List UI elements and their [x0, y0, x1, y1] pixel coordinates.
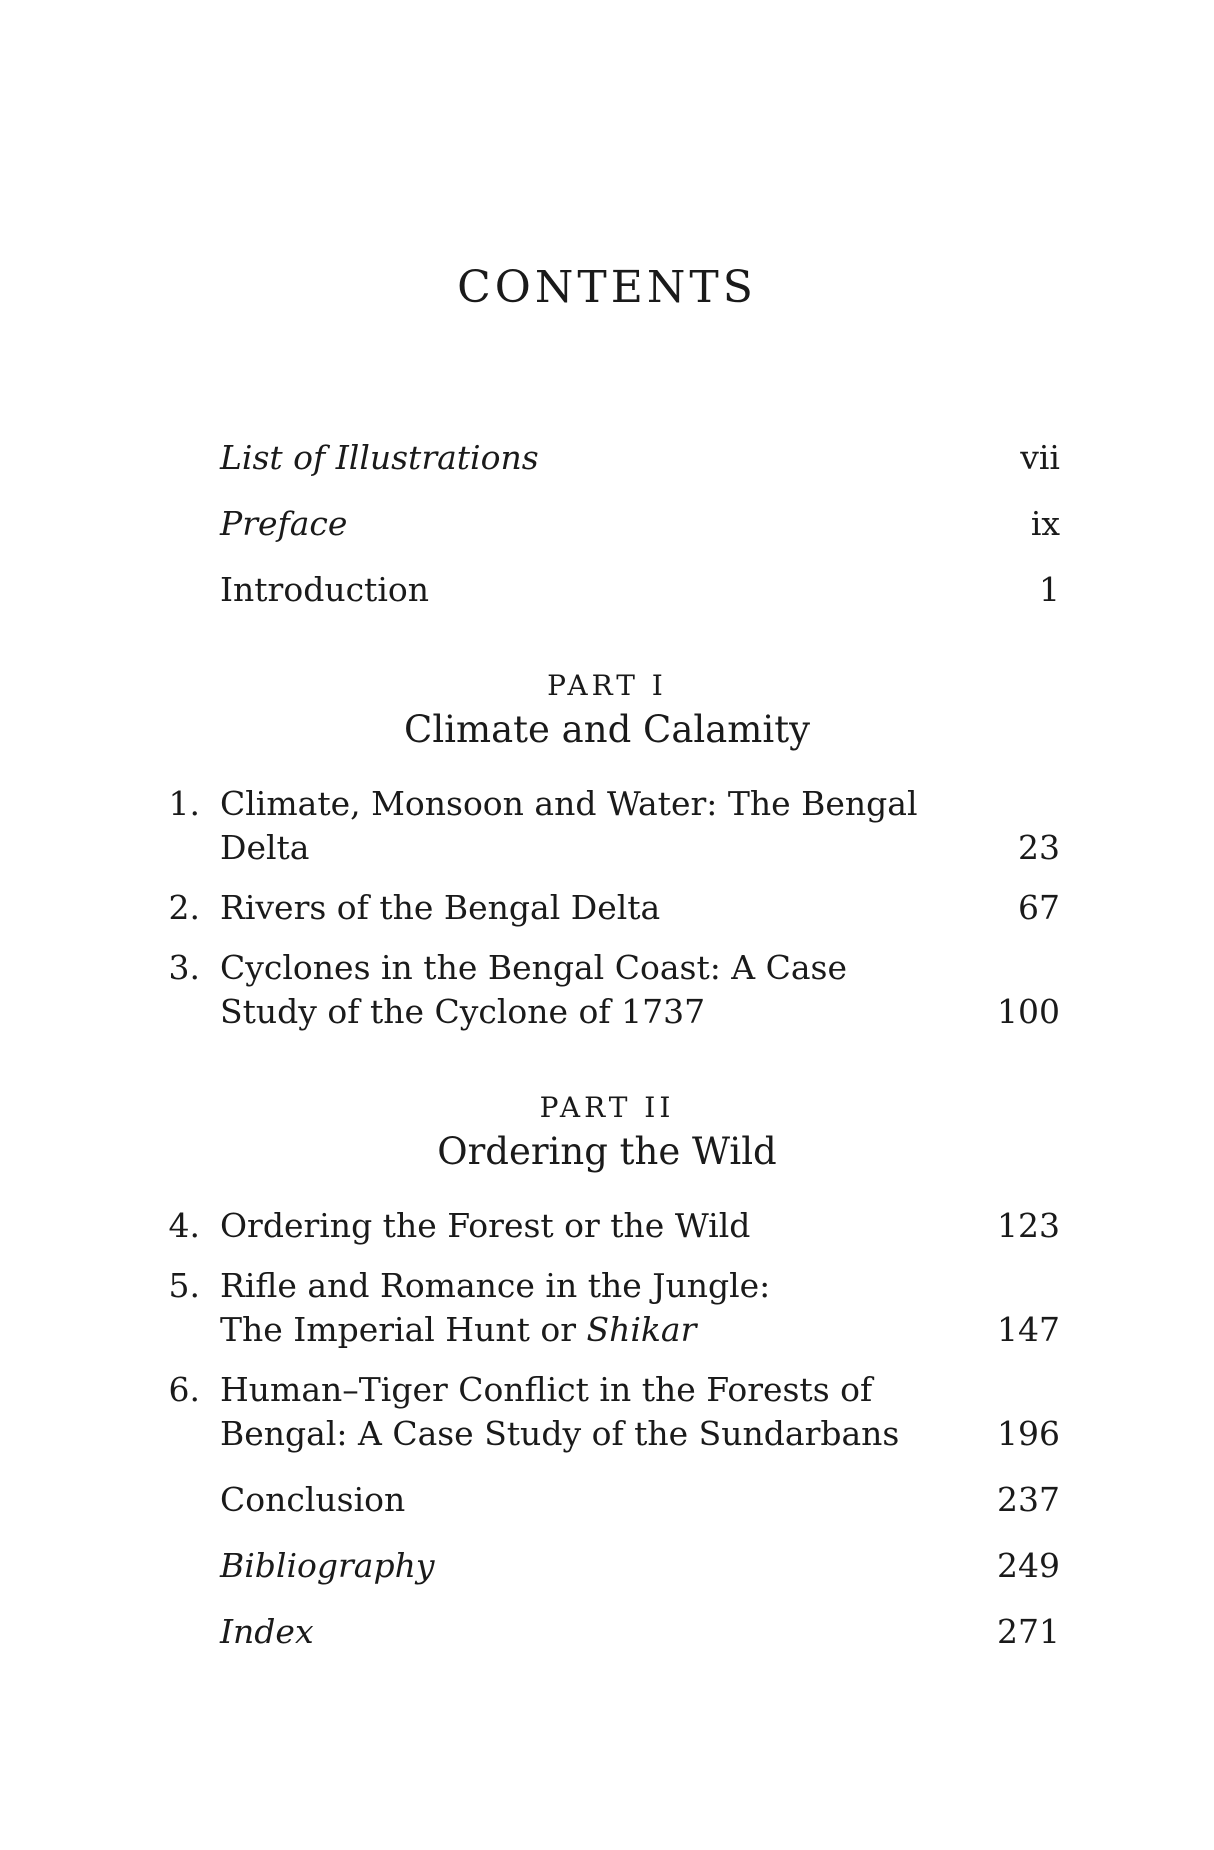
toc-entry-label: Bibliography — [220, 1546, 435, 1585]
chapter-number: 2. — [168, 888, 200, 927]
part-label: PART II — [539, 1091, 675, 1124]
part-label: PART I — [547, 669, 667, 702]
toc-entry-label: Preface — [220, 504, 348, 543]
chapter-title-line1: Human–Tiger Conflict in the Forests of — [220, 1370, 873, 1409]
part-title: Climate and Calamity — [404, 708, 810, 751]
chapter-number: 5. — [168, 1266, 200, 1305]
toc-entry-label: Conclusion — [220, 1480, 406, 1519]
page-title: CONTENTS — [457, 262, 757, 313]
chapter-title-line1: Climate, Monsoon and Water: The Bengal — [220, 784, 918, 823]
toc-entry-label: List of Illustrations — [220, 438, 539, 477]
chapter-page: 100 — [997, 992, 1060, 1031]
chapter-title-line2-italic: Shikar — [586, 1310, 697, 1349]
chapter-number: 1. — [168, 784, 200, 823]
chapter-page: 123 — [997, 1206, 1060, 1245]
chapter-title-line1: Cyclones in the Bengal Coast: A Case — [220, 948, 848, 987]
chapter-page: 23 — [1018, 828, 1060, 867]
chapter-number: 3. — [168, 948, 200, 987]
toc-entry-page: vii — [1020, 438, 1060, 477]
chapter-title-line1: Rifle and Romance in the Jungle: — [220, 1266, 771, 1305]
toc-entry-page: 1 — [1039, 570, 1060, 609]
chapter-title-line2-prefix: The Imperial Hunt or — [220, 1310, 587, 1349]
toc-entry-page: 237 — [997, 1480, 1060, 1519]
toc-entry-label: Introduction — [220, 570, 429, 609]
chapter-title-line2 — [220, 1308, 920, 1352]
chapter-number: 6. — [168, 1370, 200, 1409]
chapter-title-line1: Rivers of the Bengal Delta — [220, 888, 661, 927]
part-title: Ordering the Wild — [437, 1130, 777, 1173]
chapter-number: 4. — [168, 1206, 200, 1245]
toc-entry-page: 249 — [997, 1546, 1060, 1585]
chapter-page: 196 — [997, 1414, 1060, 1453]
chapter-title-line2: Bengal: A Case Study of the Sundarbans — [220, 1414, 900, 1453]
toc-entry-page: ix — [1030, 504, 1060, 543]
toc-entry-label: Index — [220, 1612, 314, 1651]
chapter-page: 67 — [1018, 888, 1060, 927]
chapter-title-line1: Ordering the Forest or the Wild — [220, 1206, 751, 1245]
chapter-title-line2: Delta — [220, 828, 310, 867]
toc-entry-page: 271 — [997, 1612, 1060, 1651]
chapter-title-line2: Study of the Cyclone of 1737 — [220, 992, 706, 1031]
chapter-page: 147 — [997, 1310, 1060, 1349]
